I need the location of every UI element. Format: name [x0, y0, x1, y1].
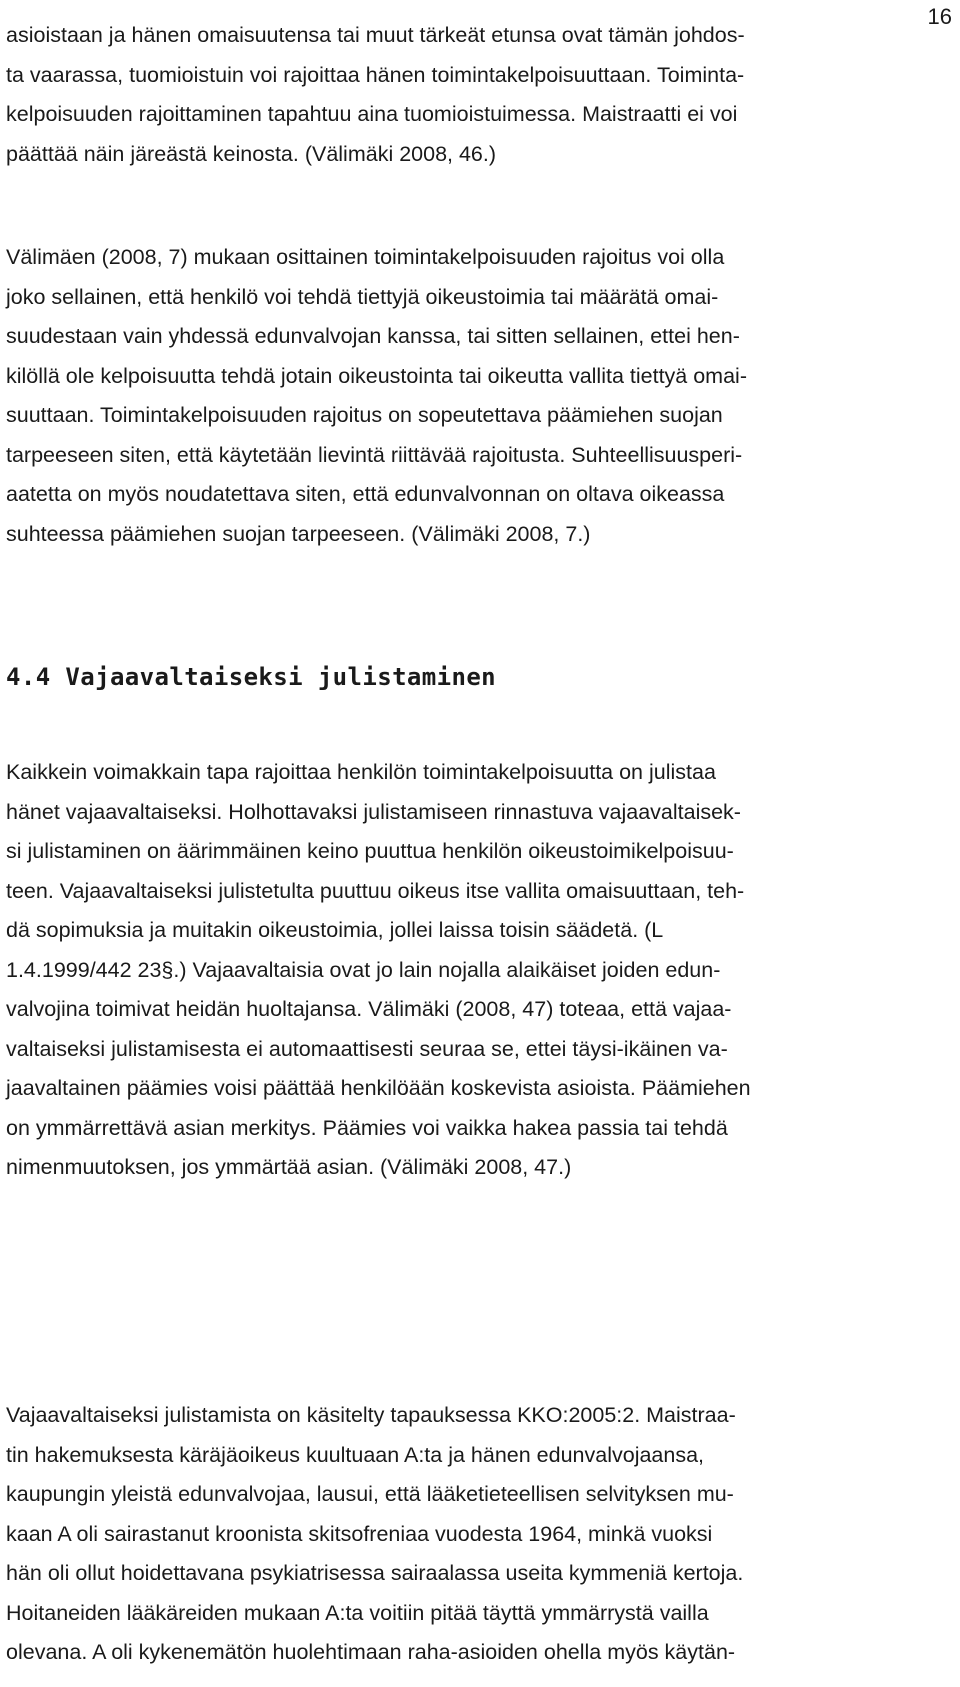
paragraph-1	[6, 16, 886, 174]
text-line: olevana. A oli kykenemätön huolehtimaan raha-asioiden ohella myös käytän-	[6, 1640, 736, 1664]
heading-text: 4.4 Vajaavaltaiseksi julistaminen	[6, 663, 497, 691]
paragraph-3	[6, 753, 886, 1188]
text-line: kaupungin yleistä edunvalvojaa, lausui, että lääketieteellisen selvityksen mu-	[6, 1482, 734, 1506]
text-line: on ymmärrettävä asian merkitys. Päämies voi vaikka hakea passia tai tehdä	[6, 1115, 728, 1140]
text-line: dä sopimuksia ja muitakin oikeustoimia, jollei laissa toisin säädetä. (L	[6, 918, 664, 942]
page-number: 16	[927, 4, 952, 29]
text-line: aatetta on myös noudatettava siten, että edunvalvonnan on oltava oikeassa	[6, 482, 725, 506]
text-line: valvojina toimivat heidän huoltajansa. Välimäki (2008, 47) toteaa, että vajaa-	[6, 997, 732, 1021]
text-line: jaavaltainen päämies voisi päättää henkilöään koskevista asioista. Päämiehen	[6, 1076, 751, 1100]
text-line: Vajaavaltaiseksi julistamista on käsitelty tapauksessa KKO:2005:2. Maistraa-	[6, 1403, 736, 1427]
text-line: asioistaan ja hänen omaisuutensa tai muut tärkeät etunsa ovat tämän johdos-	[6, 23, 745, 47]
text-line: päättää näin järeästä keinosta. (Välimäki 2008, 46.)	[6, 141, 497, 166]
text-line: suhteessa päämiehen suojan tarpeeseen. (Välimäki 2008, 7.)	[6, 521, 591, 546]
text-line: suuttaan. Toimintakelpoisuuden rajoitus on sopeutettava päämiehen suojan	[6, 403, 723, 427]
text-line: valtaiseksi julistamisesta ei automaattisesti seuraa se, ettei täysi-ikäinen va-	[6, 1036, 728, 1061]
text-line: ta vaarassa, tuomioistuin voi rajoittaa hänen toimintakelpoisuuttaan. Toiminta-	[6, 62, 745, 87]
paragraph-2	[6, 238, 886, 554]
text-line: kaan A oli sairastanut kroonista skitsofreniaa vuodesta 1964, minkä vuoksi	[6, 1521, 713, 1546]
text-line: hänet vajaavaltaiseksi. Holhottavaksi julistamiseen rinnastuva vajaavaltaisek-	[6, 799, 741, 824]
text-line: suudestaan vain yhdessä edunvalvojan kanssa, tai sitten sellainen, ettei hen-	[6, 324, 740, 348]
text-line: tin hakemuksesta käräjäoikeus kuultuaan A:ta ja hänen edunvalvojaansa,	[6, 1442, 705, 1467]
text-line: Hoitaneiden lääkäreiden mukaan A:ta voitiin pitää täyttä ymmärrystä vailla	[6, 1600, 709, 1625]
text-line: tarpeeseen siten, että käytetään lievintä riittävää rajoitusta. Suhteellisuusperi-	[6, 442, 743, 467]
text-line: joko sellainen, että henkilö voi tehdä tiettyjä oikeustoimia tai määrätä omai-	[6, 284, 719, 309]
paragraph-4	[6, 1396, 886, 1673]
text-line: nimenmuutoksen, jos ymmärtää asian. (Välimäki 2008, 47.)	[6, 1155, 572, 1179]
text-line: 1.4.1999/442 23§.) Vajaavaltaisia ovat jo lain nojalla alaikäiset joiden edun-	[6, 957, 721, 982]
text-line: kilöllä ole kelpoisuutta tehdä jotain oikeustointa tai oikeutta vallita tiettyä omai-	[6, 363, 747, 388]
text-line: kelpoisuuden rajoittaminen tapahtuu aina tuomioistuimessa. Maistraatti ei voi	[6, 102, 738, 126]
text-line: si julistaminen on äärimmäinen keino puuttua henkilön oikeustoimikelpoisuu-	[6, 839, 734, 863]
text-line: teen. Vajaavaltaiseksi julistetulta puuttuu oikeus itse vallita omaisuuttaan, teh-	[6, 878, 745, 903]
section-heading	[6, 662, 886, 692]
text-line: Välimäen (2008, 7) mukaan osittainen toimintakelpoisuuden rajoitus voi olla	[6, 245, 725, 269]
text-line: hän oli ollut hoidettavana psykiatrisessa sairaalassa useita kymmeniä kertoja.	[6, 1561, 744, 1585]
text-line: Kaikkein voimakkain tapa rajoittaa henkilön toimintakelpoisuutta on julistaa	[6, 760, 716, 784]
